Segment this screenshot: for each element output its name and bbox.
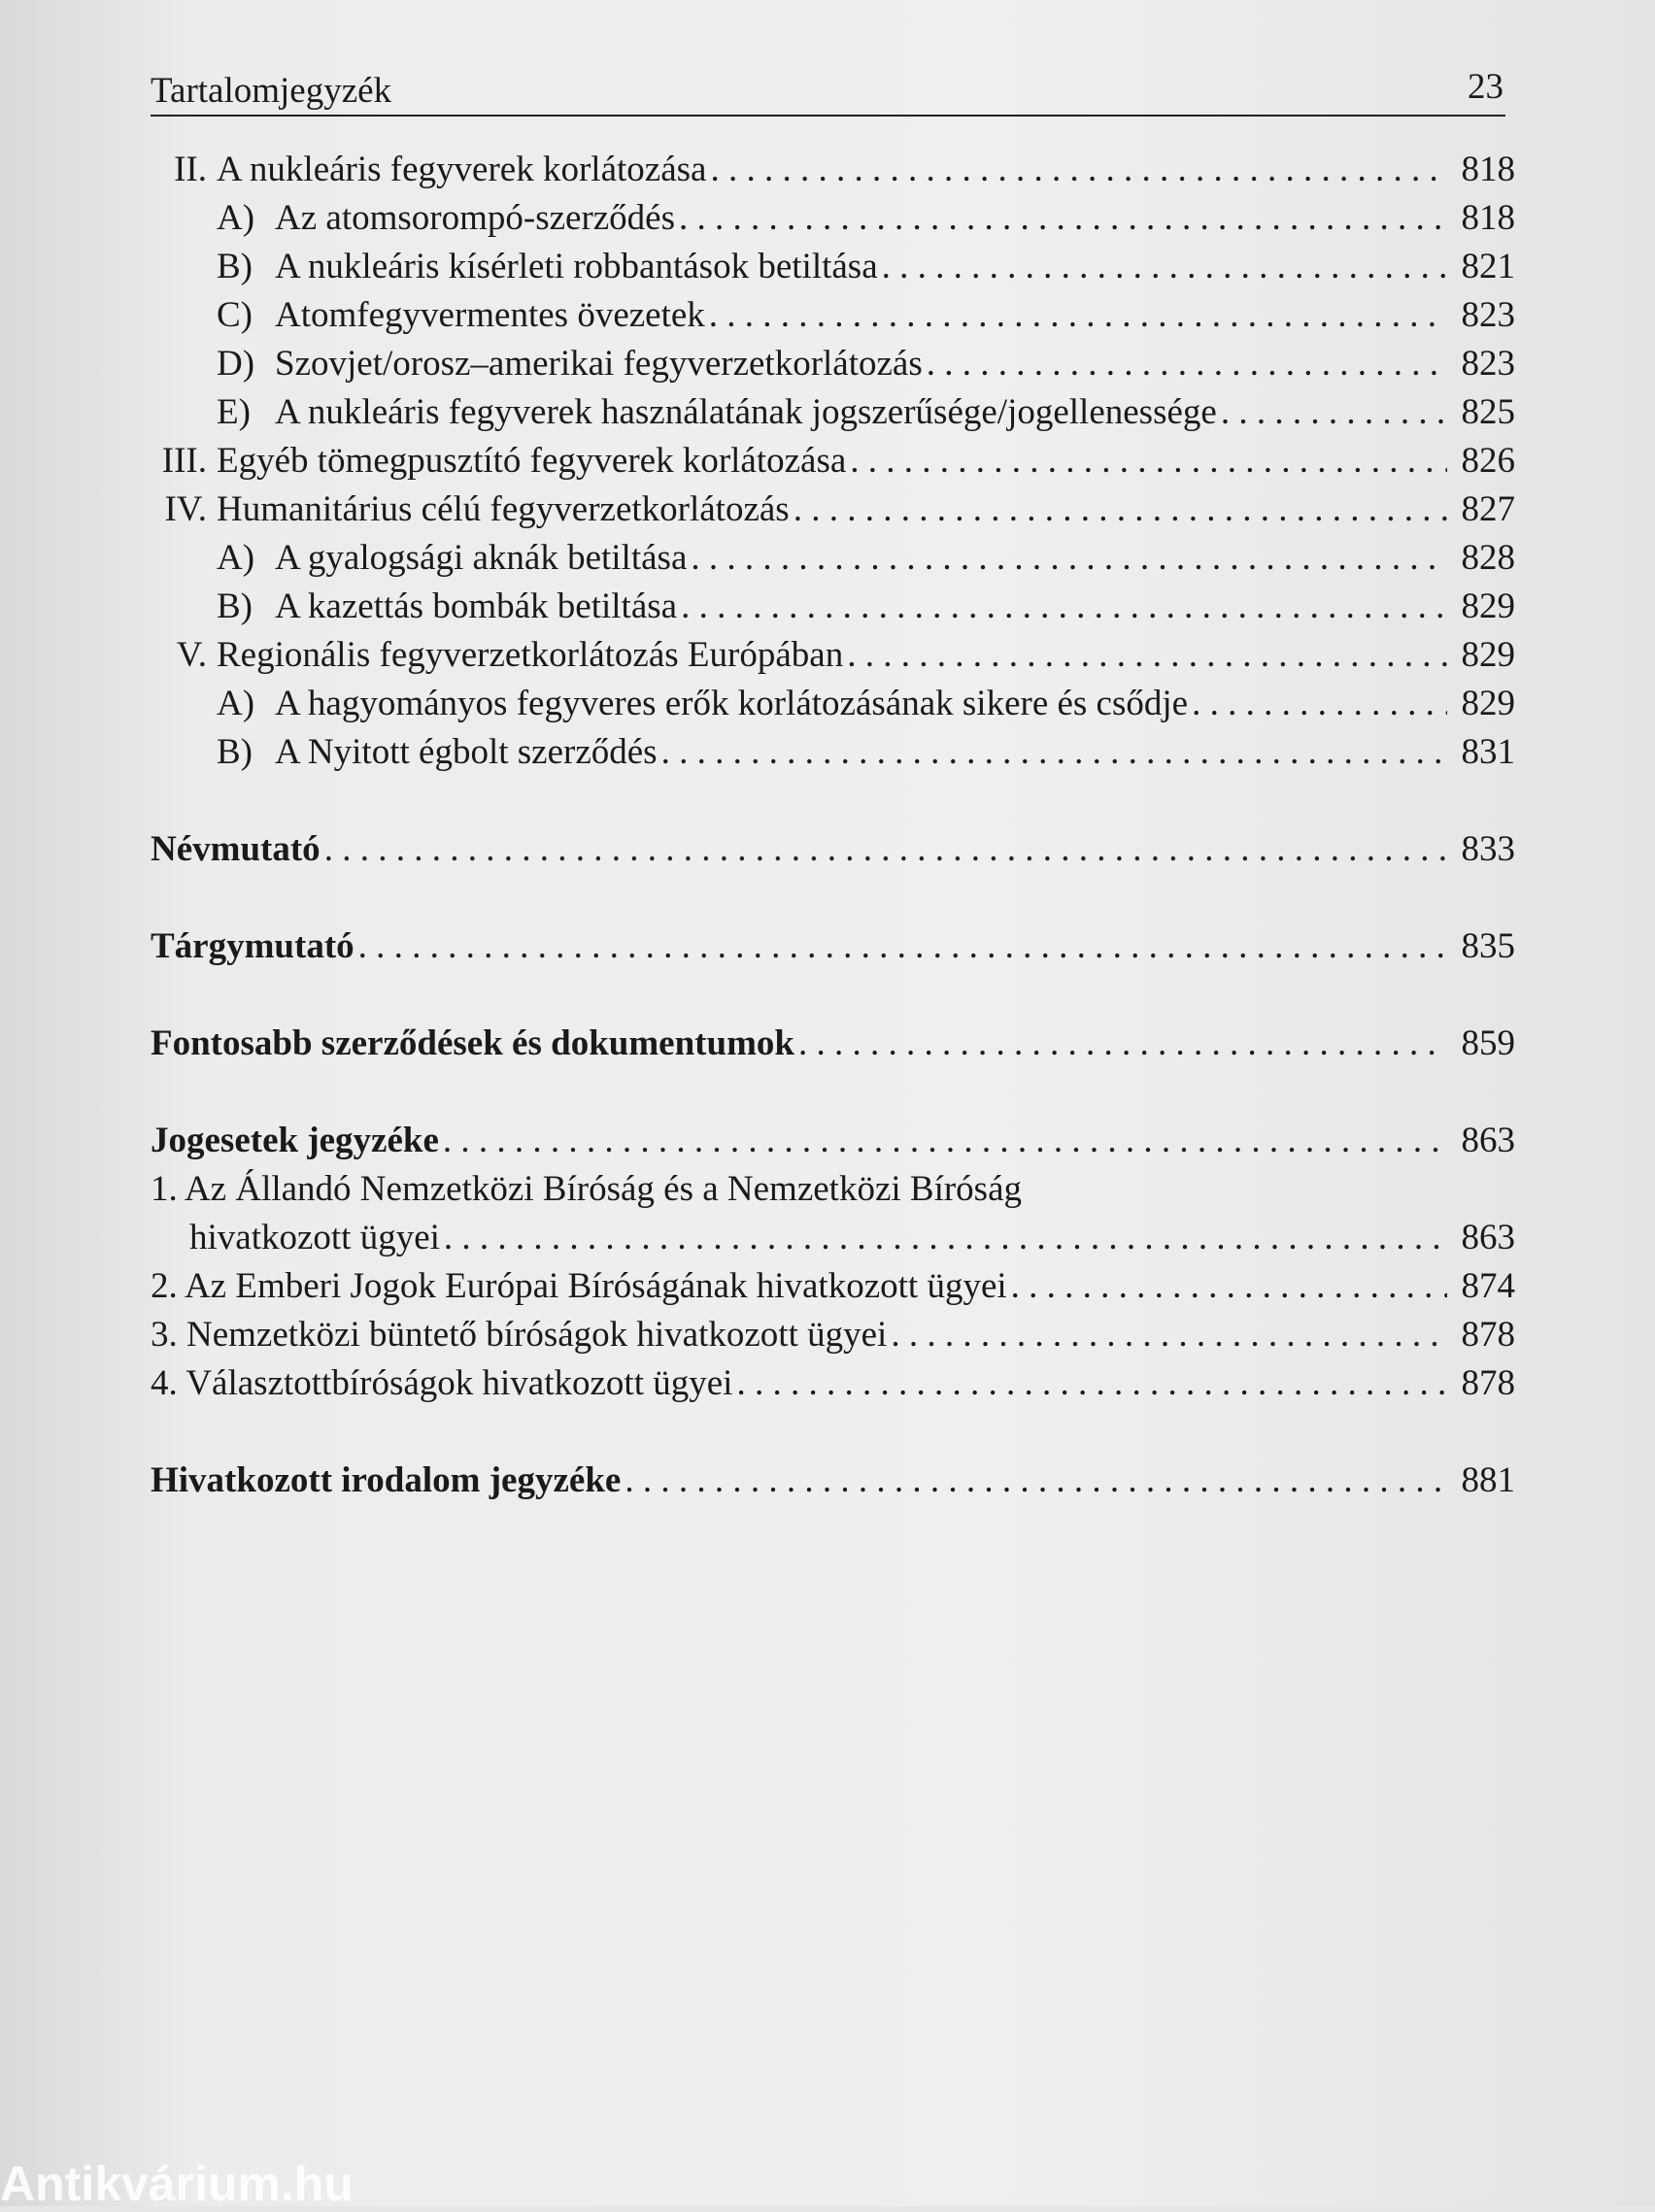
dot-leader [1011,1262,1447,1311]
dot-leader [1221,388,1447,437]
entry-page: 829 [1461,635,1515,675]
entry-title: Szovjet/orosz–amerikai fegyverzetkorlátozás [275,344,923,384]
entry-page: 821 [1461,247,1515,286]
toc-entry [151,194,1515,243]
entry-page: 831 [1461,732,1515,772]
case-entry [151,1214,1515,1262]
case-page: 878 [1461,1363,1515,1403]
case-title: 3. Nemzetközi büntető bíróságok hivatkozott ügyei [151,1315,888,1355]
case-page: 863 [1461,1218,1515,1257]
dot-leader [798,1020,1447,1068]
dot-leader [709,291,1447,340]
entry-page: 823 [1461,295,1515,335]
toc-entry [151,146,1515,194]
toc-entry [151,291,1515,340]
entry-title: A kazettás bombák betiltása [275,587,678,626]
toc-entry [151,583,1515,631]
section-title: Hivatkozott irodalom jegyzéke [151,1460,622,1500]
entry-page: 818 [1461,150,1515,189]
toc-entry [151,728,1515,777]
toc-entry [151,680,1515,728]
toc-section-jogesetek [151,1117,1515,1165]
entry-title: Humanitárius célú fegyverzetkorlátozás [217,489,790,529]
entry-title: A gyalogsági aknák betiltása [275,538,688,578]
case-page: 878 [1461,1315,1515,1355]
dot-leader [444,1214,1447,1262]
entry-number: IV. [164,489,207,529]
entry-title: A nukleáris kísérleti robbantások betiltása [275,247,878,286]
dot-leader [710,146,1447,194]
entry-page: 829 [1461,587,1515,626]
entry-number: V. [176,635,207,675]
dot-leader [736,1359,1447,1408]
toc-entry [151,340,1515,388]
entry-number: B) [217,732,253,772]
spacer [151,971,1515,1020]
case-title: 2. Az Emberi Jogok Európai Bíróságának hivatkozott ügyei [151,1266,1007,1306]
dot-leader [850,437,1447,486]
toc-entry [151,437,1515,486]
entry-number: B) [217,247,253,286]
toc-entry [151,486,1515,534]
header-page-number: 23 [1468,67,1503,107]
dot-leader [324,825,1447,874]
case-entry [151,1311,1515,1359]
dot-leader [681,583,1447,631]
entry-number: E) [217,392,251,432]
case-title: 1. Az Állandó Nemzetközi Bíróság és a Nemzetközi Bíróság [151,1169,1022,1209]
entry-title: A hagyományos fegyveres erők korlátozásának sikere és csődje [275,684,1189,723]
toc-entry [151,631,1515,680]
header-title: Tartalomjegyzék [151,71,392,111]
dot-leader [443,1117,1447,1165]
toc-entry [151,388,1515,437]
case-title: 4. Választottbíróságok hivatkozott ügyei [151,1363,733,1403]
case-entry [151,1262,1515,1311]
entry-number: II. [174,150,207,189]
entry-title: A nukleáris fegyverek használatának jogszerűsége/jogellenessége [275,392,1217,432]
entry-title: Atomfegyvermentes övezetek [275,295,705,335]
dot-leader [927,340,1447,388]
entry-page: 825 [1461,392,1515,432]
section-title: Fontosabb szerződések és dokumentumok [151,1023,794,1063]
toc-section-szerzodesek [151,1020,1515,1068]
case-entry-line1 [151,1165,1515,1214]
section-page: 881 [1461,1460,1515,1500]
section-title: Jogesetek jegyzéke [151,1121,439,1160]
entry-page: 828 [1461,538,1515,578]
spacer [151,1068,1515,1117]
entry-number: III. [161,441,207,481]
entry-number: A) [217,198,255,238]
case-title-cont: hivatkozott ügyei [189,1218,440,1257]
case-page: 874 [1461,1266,1515,1306]
toc-entry [151,534,1515,583]
entry-page: 826 [1461,441,1515,481]
dot-leader [882,243,1447,291]
watermark-logo: Antikvárium.hu [0,2157,354,2211]
entry-page: 829 [1461,684,1515,723]
entry-title: Egyéb tömegpusztító fegyverek korlátozása [217,441,847,481]
section-page: 863 [1461,1121,1515,1160]
entry-number: D) [217,344,255,384]
dot-leader [891,1311,1447,1359]
dot-leader [679,194,1447,243]
entry-page: 823 [1461,344,1515,384]
entry-number: A) [217,538,255,578]
dot-leader [794,486,1447,534]
section-title: Tárgymutató [151,926,355,966]
spacer [151,874,1515,922]
spacer [151,1408,1515,1457]
dot-leader [358,922,1447,971]
entry-number: A) [217,684,255,723]
dot-leader [661,728,1447,777]
toc-section-irodalom [151,1457,1515,1505]
entry-title: Az atomsorompó-szerződés [275,198,676,238]
section-page: 859 [1461,1023,1515,1063]
toc-section-targymutato [151,922,1515,971]
dot-leader [847,631,1447,680]
entry-title: A Nyitott égbolt szerződés [275,732,658,772]
toc-section-nevmutato [151,825,1515,874]
entry-page: 827 [1461,489,1515,529]
toc-entry [151,243,1515,291]
entry-title: Regionális fegyverzetkorlátozás Európában [217,635,844,675]
entry-number: B) [217,587,253,626]
spacer [151,777,1515,825]
dot-leader [625,1457,1447,1505]
entry-number: C) [217,295,253,335]
running-header [151,68,1505,117]
case-entry [151,1359,1515,1408]
table-of-contents [151,146,1515,1505]
entry-page: 818 [1461,198,1515,238]
dot-leader [691,534,1447,583]
section-page: 833 [1461,829,1515,869]
section-page: 835 [1461,926,1515,966]
dot-leader [1192,680,1447,728]
section-title: Névmutató [151,829,321,869]
entry-title: A nukleáris fegyverek korlátozása [217,150,707,189]
